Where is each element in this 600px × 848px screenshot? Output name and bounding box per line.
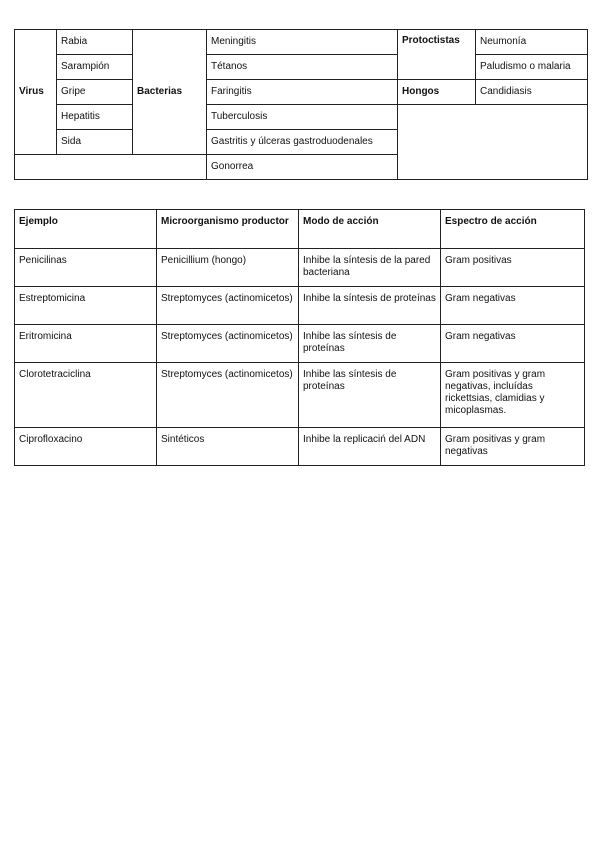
cell-microorganismo: Penicillium (hongo) — [157, 249, 299, 287]
cell-microorganismo: Streptomyces (actinomicetos) — [157, 287, 299, 325]
cell-espectro: Gram negativas — [441, 325, 585, 363]
bacteria-item: Gonorrea — [207, 155, 398, 180]
cell-ejemplo: Eritromicina — [15, 325, 157, 363]
cell-ejemplo: Clorotetraciclina — [15, 363, 157, 428]
cell-microorganismo: Streptomyces (actinomicetos) — [157, 363, 299, 428]
cell-ejemplo: Estreptomicina — [15, 287, 157, 325]
microorganisms-diseases-table — [14, 29, 588, 180]
table-row — [15, 249, 585, 287]
cell-modo: Inhibe las síntesis de proteínas — [299, 325, 441, 363]
antibiotics-table — [14, 209, 585, 466]
virus-item: Sarampión — [57, 55, 133, 80]
protoctista-item: Paludismo o malaria — [476, 55, 588, 80]
bacteria-item: Meningitis — [207, 30, 398, 55]
table-row — [15, 325, 585, 363]
cell-modo: Inhibe la síntesis de la pared bacteriana — [299, 249, 441, 287]
header-microorganismo: Microorganismo productor — [157, 210, 299, 249]
bacteria-item: Tuberculosis — [207, 105, 398, 130]
bacteria-item: Faringitis — [207, 80, 398, 105]
table-row — [15, 363, 585, 428]
header-modo: Modo de acción — [299, 210, 441, 249]
virus-item: Sida — [57, 130, 133, 155]
protoctistas-label: Protoctistas — [398, 30, 476, 80]
cell-ejemplo: Penicilinas — [15, 249, 157, 287]
table-row — [15, 428, 585, 466]
virus-item: Rabia — [57, 30, 133, 55]
cell-espectro: Gram negativas — [441, 287, 585, 325]
cell-microorganismo: Streptomyces (actinomicetos) — [157, 325, 299, 363]
cell-ejemplo: Ciprofloxacino — [15, 428, 157, 466]
cell-espectro: Gram positivas y gram negativas — [441, 428, 585, 466]
cell-microorganismo: Sintéticos — [157, 428, 299, 466]
cell-modo: Inhibe las síntesis de proteínas — [299, 363, 441, 428]
bacteria-item: Tétanos — [207, 55, 398, 80]
header-espectro: Espectro de acción — [441, 210, 585, 249]
protoctista-item: Neumonía — [476, 30, 588, 55]
cell-espectro: Gram positivas — [441, 249, 585, 287]
cell-modo: Inhibe la replicaciń del ADN — [299, 428, 441, 466]
empty-cell — [398, 105, 588, 180]
cell-modo: Inhibe la síntesis de proteínas — [299, 287, 441, 325]
cell-espectro: Gram positivas y gram negativas, incluídas rickettsias, clamidias y micoplasmas. — [441, 363, 585, 428]
empty-cell — [15, 155, 207, 180]
virus-item: Gripe — [57, 80, 133, 105]
virus-item: Hepatitis — [57, 105, 133, 130]
header-ejemplo: Ejemplo — [15, 210, 157, 249]
hongo-item: Candidiasis — [476, 80, 588, 105]
virus-label: Virus — [15, 30, 57, 155]
bacteria-item: Gastritis y úlceras gastroduodenales — [207, 130, 398, 155]
bacterias-label: Bacterias — [133, 30, 207, 155]
hongos-label: Hongos — [398, 80, 476, 105]
table-row — [15, 287, 585, 325]
